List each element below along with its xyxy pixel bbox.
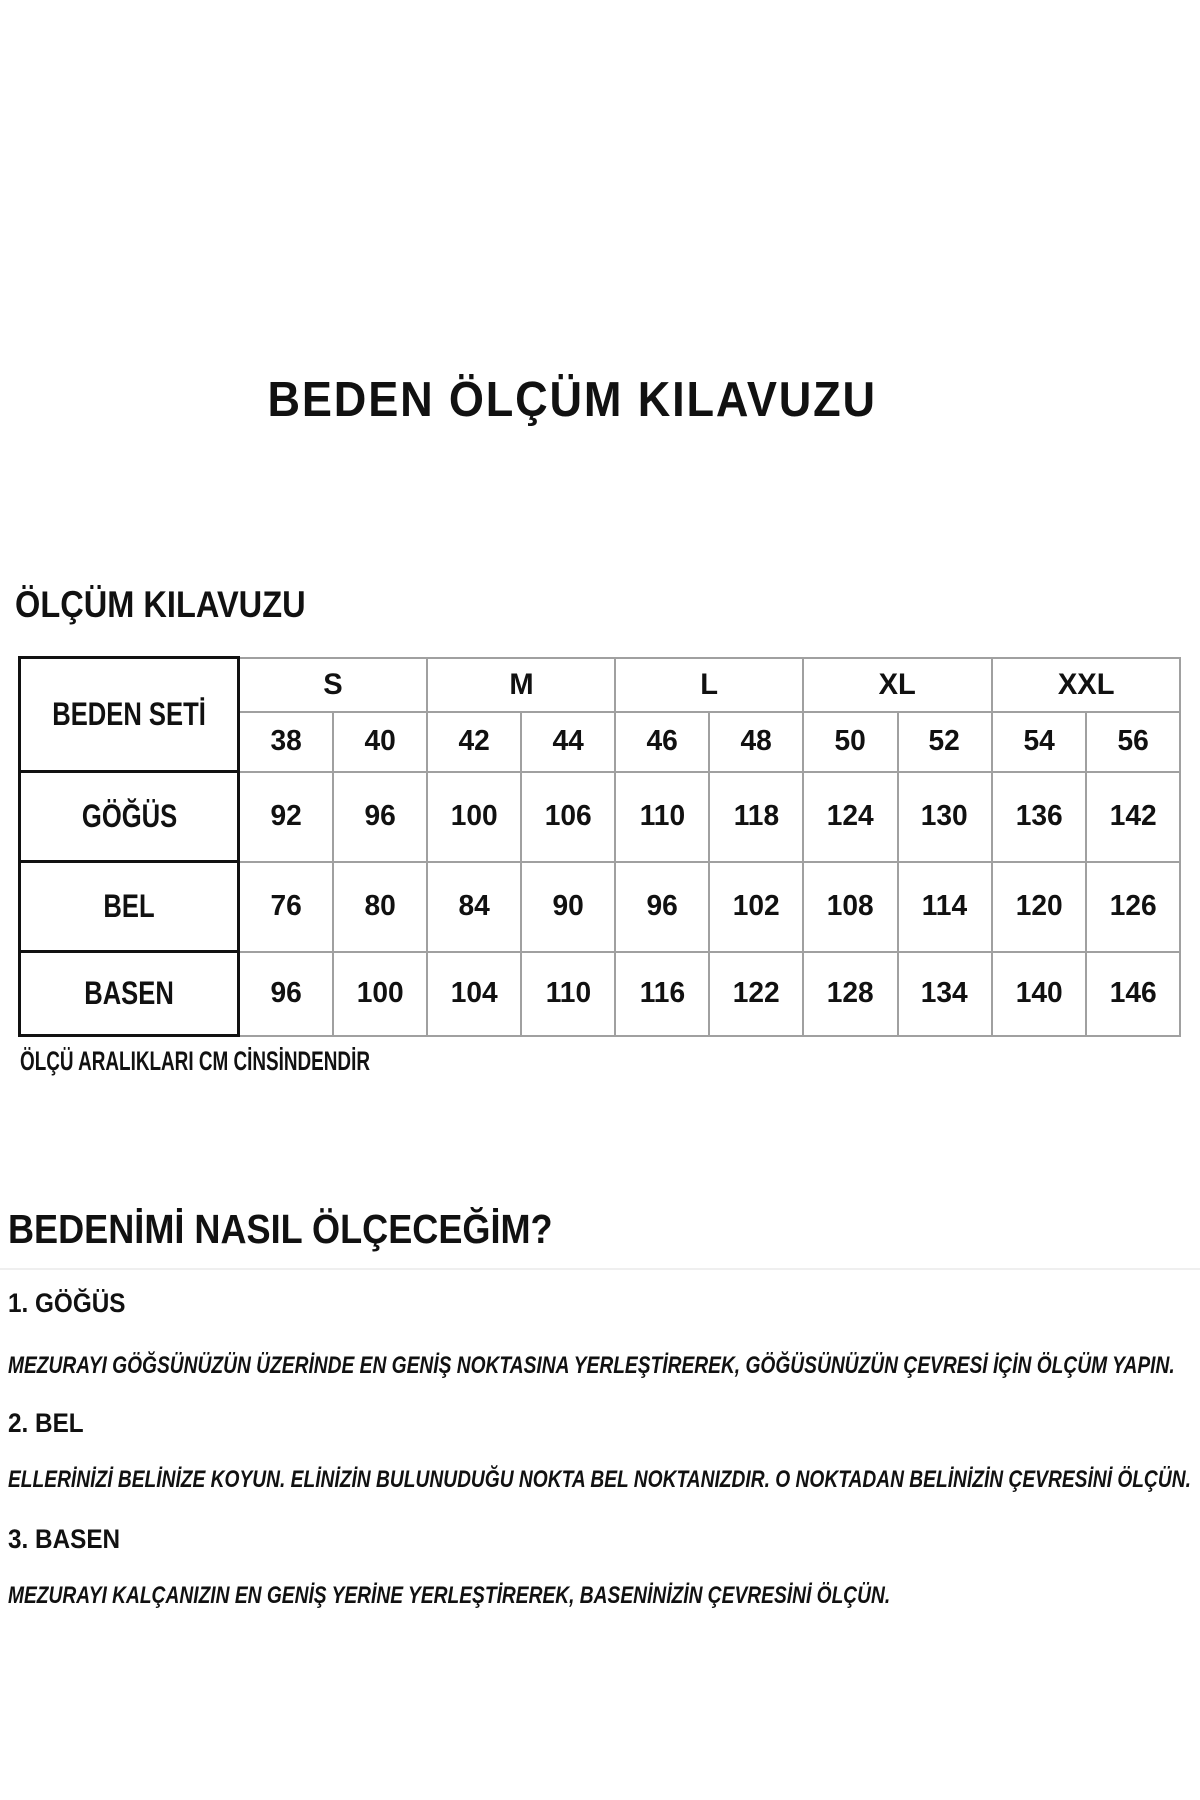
size-chart-table	[18, 656, 1181, 1037]
gogus-value-cell: 118	[709, 772, 803, 862]
basen-value-cell: 146	[1086, 952, 1180, 1036]
gogus-value-cell: 130	[898, 772, 992, 862]
basen-value-cell: 100	[333, 952, 427, 1036]
table-note: ÖLÇÜ ARALIKLARI CM CİNSİNDENDİR	[20, 1046, 370, 1076]
size-number-cell: 46	[615, 712, 709, 772]
gogus-value-cell: 124	[803, 772, 897, 862]
bel-value-cell: 84	[427, 862, 521, 952]
gogus-value-cell: 106	[521, 772, 615, 862]
row-label-bel: BEL	[20, 862, 239, 952]
size-number-cell: 44	[521, 712, 615, 772]
size-number-cell: 54	[992, 712, 1086, 772]
basen-value-cell: 134	[898, 952, 992, 1036]
gogus-value-cell: 136	[992, 772, 1086, 862]
size-group-s: S	[239, 658, 427, 712]
size-number-cell: 52	[898, 712, 992, 772]
size-number-cell: 42	[427, 712, 521, 772]
row-label-basen: BASEN	[20, 952, 239, 1036]
size-number-cell: 40	[333, 712, 427, 772]
how-to-measure-title: BEDENİMİ NASIL ÖLÇECEĞİM?	[8, 1206, 553, 1252]
page-title: BEDEN ÖLÇÜM KILAVUZU	[267, 373, 878, 427]
section-heading-olcum-kilavuzu: ÖLÇÜM KILAVUZU	[15, 584, 306, 625]
instruction-heading-bel: 2. BEL	[8, 1408, 84, 1438]
size-number-cell: 50	[803, 712, 897, 772]
basen-value-cell: 122	[709, 952, 803, 1036]
bel-value-cell: 114	[898, 862, 992, 952]
gogus-value-cell: 92	[239, 772, 333, 862]
basen-value-cell: 140	[992, 952, 1086, 1036]
basen-value-cell: 104	[427, 952, 521, 1036]
bel-value-cell: 90	[521, 862, 615, 952]
size-group-m: M	[427, 658, 615, 712]
size-number-cell: 56	[1086, 712, 1180, 772]
bel-value-cell: 96	[615, 862, 709, 952]
section-divider	[0, 1268, 1200, 1270]
instruction-text-basen: MEZURAYI KALÇANIZIN EN GENİŞ YERİNE YERLEŞTİREREK, BASENİNİZİN ÇEVRESİNİ ÖLÇÜN.	[8, 1582, 891, 1609]
bel-value-cell: 126	[1086, 862, 1180, 952]
instruction-heading-basen: 3. BASEN	[8, 1524, 121, 1554]
size-number-cell: 38	[239, 712, 333, 772]
basen-value-cell: 110	[521, 952, 615, 1036]
bel-value-cell: 108	[803, 862, 897, 952]
gogus-value-cell: 142	[1086, 772, 1180, 862]
size-group-xxl: XXL	[992, 658, 1180, 712]
gogus-value-cell: 96	[333, 772, 427, 862]
instruction-text-gogus: MEZURAYI GÖĞSÜNÜZÜN ÜZERİNDE EN GENİŞ NOKTASINA YERLEŞTİREREK, GÖĞÜSÜNÜZÜN ÇEVRESİ İÇİN ÖLÇÜM YAPIN.	[8, 1352, 1175, 1379]
basen-value-cell: 128	[803, 952, 897, 1036]
size-number-cell: 48	[709, 712, 803, 772]
bel-value-cell: 80	[333, 862, 427, 952]
gogus-value-cell: 110	[615, 772, 709, 862]
size-group-xl: XL	[803, 658, 991, 712]
basen-value-cell: 96	[239, 952, 333, 1036]
basen-value-cell: 116	[615, 952, 709, 1036]
bel-value-cell: 102	[709, 862, 803, 952]
gogus-value-cell: 100	[427, 772, 521, 862]
size-group-l: L	[615, 658, 803, 712]
bel-value-cell: 120	[992, 862, 1086, 952]
instruction-text-bel: ELLERİNİZİ BELİNİZE KOYUN. ELİNİZİN BULUNUDUĞU NOKTA BEL NOKTANIZDIR. O NOKTADAN BELİNİZİN ÇEVRESİNİ ÖLÇÜN.	[8, 1466, 1191, 1493]
instruction-heading-gogus: 1. GÖĞÜS	[8, 1288, 126, 1318]
bel-value-cell: 76	[239, 862, 333, 952]
size-set-header-cell: BEDEN SETİ	[20, 658, 239, 772]
row-label-gogus: GÖĞÜS	[20, 772, 239, 862]
